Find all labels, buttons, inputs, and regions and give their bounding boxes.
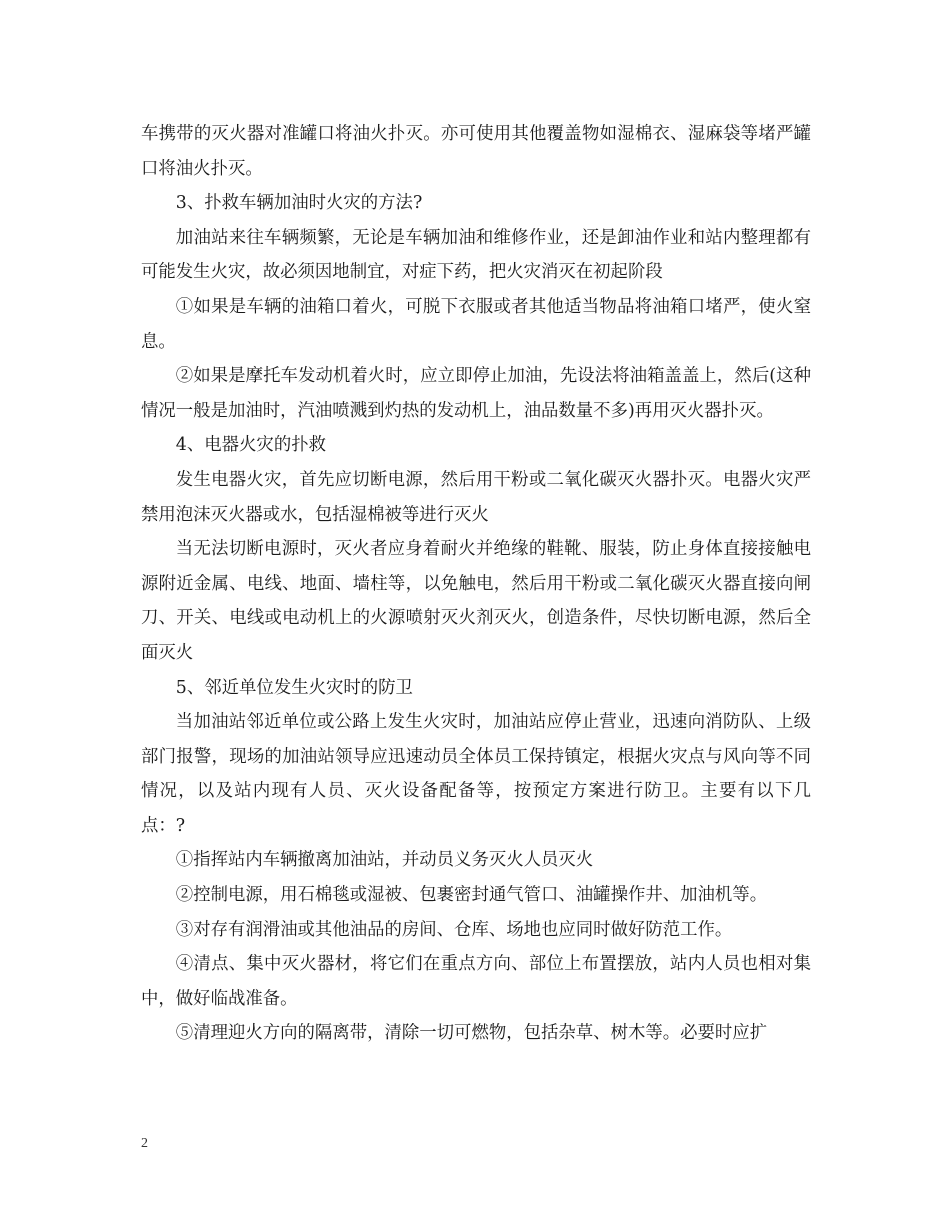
section-heading: 4、电器火灾的扑救 [175, 435, 326, 456]
page-number: 2 [141, 1136, 148, 1151]
list-item: ①指挥站内车辆撤离加油站，并动员义务灭火人员灭火 [175, 850, 594, 871]
list-item: ④清点、集中灭火器材，将它们在重点方向、部位上布置摆放，站内人员也相对集中，做好临战准备。 [141, 954, 811, 1009]
list-item: ②控制电源，用石棉毯或湿被、包裹密封通气管口、油罐操作井、加油机等。 [175, 885, 768, 906]
list-item: ①如果是车辆的油箱口着火，可脱下衣服或者其他适当物品将油箱口堵严，使火窒息。 [141, 296, 811, 352]
list-item: ②如果是摩托车发动机着火时，应立即停止加油，先设法将油箱盖盖上，然后(这种情况一般是加油时，汽油喷溅到灼热的发动机上，油品数量不多)再用灭火器扑灭。 [141, 366, 811, 421]
list-item: ③对存有润滑油或其他油品的房间、仓库、场地也应同时做好防范工作。 [175, 919, 733, 940]
paragraph: 车携带的灭火器对准罐口将油火扑灭。亦可使用其他覆盖物如湿棉衣、湿麻袋等堵严罐口将油火扑灭。 [141, 124, 811, 179]
paragraph: 发生电器火灾，首先应切断电源，然后用干粉或二氧化碳灭火器扑灭。电器火灾严禁用泡沫灭火器或水，包括湿棉被等进行灭火 [141, 469, 811, 525]
paragraph: 加油站来往车辆频繁，无论是车辆加油和维修作业，还是卸油作业和站内整理都有可能发生火灾，故必须因地制宜，对症下药，把火灾消灭在初起阶段 [141, 227, 811, 283]
list-item: ⑤清理迎火方向的隔离带，清除一切可燃物，包括杂草、树木等。必要时应扩 [175, 1023, 768, 1044]
section-heading: 3、扑救车辆加油时火灾的方法? [175, 193, 423, 214]
section-heading: 5、邻近单位发生火灾时的防卫 [175, 677, 413, 698]
paragraph: 当加油站邻近单位或公路上发生火灾时，加油站应停止营业，迅速向消防队、上级部门报警，现场的加油站领导应迅速动员全体员工保持镇定，根据火灾点与风向等不同情况，以及站内现有人员、灭火设备配备等，按预定方案进行防卫。主要有以下几点：? [141, 712, 811, 836]
paragraph: 当无法切断电源时，灭火者应身着耐火并绝缘的鞋靴、服装，防止身体直接接触电源附近金属、电线、地面、墙柱等，以免触电，然后用干粉或二氧化碳灭火器直接向闸刀、开关、电线或电动机上的火源喷射灭火剂灭火，创造条件，尽快切断电源，然后全面灭火 [141, 539, 811, 663]
document-body [141, 117, 811, 1051]
